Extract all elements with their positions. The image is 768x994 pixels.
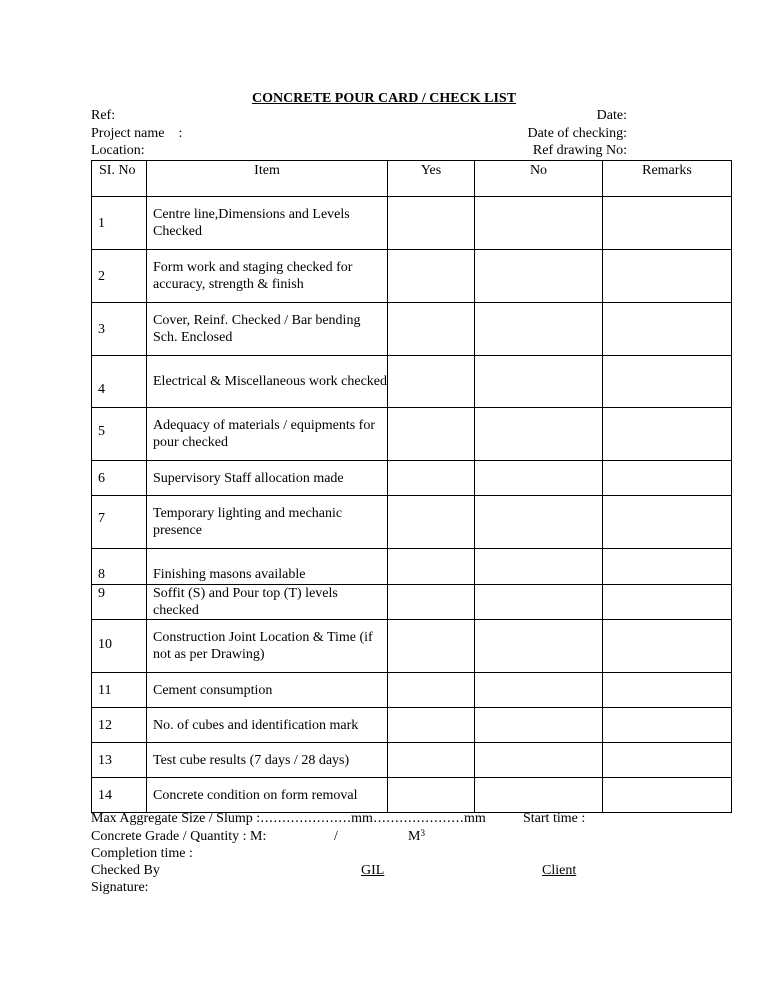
mm-unit-1: mm	[351, 811, 373, 826]
row-item: Supervisory Staff allocation made	[147, 461, 388, 496]
remarks-cell[interactable]	[603, 197, 732, 250]
remarks-cell[interactable]	[603, 356, 732, 408]
start-time-label: Start time :	[523, 811, 586, 826]
table-row	[92, 250, 732, 303]
no-cell[interactable]	[475, 250, 603, 303]
no-cell[interactable]	[475, 585, 603, 620]
yes-cell[interactable]	[388, 708, 475, 743]
column-header-remarks: Remarks	[603, 161, 732, 197]
table-header-row	[92, 161, 732, 197]
yes-cell[interactable]	[388, 408, 475, 461]
row-number: 5	[92, 408, 147, 461]
no-cell[interactable]	[475, 461, 603, 496]
row-item: Temporary lighting and mechanic presence	[147, 496, 388, 549]
dots-field-2[interactable]: …………………	[372, 811, 464, 826]
table-row	[92, 620, 732, 673]
max-aggregate-label: Max Aggregate Size / Slump :	[91, 811, 261, 826]
max-aggregate-line	[91, 810, 486, 827]
no-cell[interactable]	[475, 197, 603, 250]
table-row	[92, 778, 732, 813]
row-number: 10	[92, 620, 147, 673]
remarks-cell[interactable]	[603, 620, 732, 673]
row-item: Adequacy of materials / equipments for pour checked	[147, 408, 388, 461]
cubic-metre-unit	[408, 828, 425, 845]
remarks-cell[interactable]	[603, 673, 732, 708]
client-label: Client	[542, 863, 577, 878]
row-number: 9	[92, 585, 147, 620]
remarks-cell[interactable]	[603, 708, 732, 743]
project-name-label: Project name :	[91, 126, 183, 141]
checklist-table	[91, 160, 732, 813]
row-number	[92, 549, 147, 585]
remarks-cell[interactable]	[603, 461, 732, 496]
quantity-slash: /	[334, 829, 338, 844]
yes-cell[interactable]	[388, 673, 475, 708]
row-item: Form work and staging checked for accuracy, strength & finish	[147, 250, 388, 303]
table-row	[92, 408, 732, 461]
remarks-cell[interactable]	[603, 496, 732, 549]
yes-cell[interactable]	[388, 585, 475, 620]
remarks-cell[interactable]	[603, 250, 732, 303]
table-row	[92, 673, 732, 708]
m3-superscript: 3	[420, 828, 425, 838]
column-header-sl-no: SI. No	[92, 161, 147, 197]
row-item: Centre line,Dimensions and Levels Checked	[147, 197, 388, 250]
table-row	[92, 356, 732, 408]
row-item: Cover, Reinf. Checked / Bar bending Sch. Enclosed	[147, 303, 388, 356]
table-row	[92, 496, 732, 549]
remarks-cell[interactable]	[603, 778, 732, 813]
row-number: 12	[92, 708, 147, 743]
location-label: Location:	[91, 143, 145, 158]
no-cell[interactable]	[475, 743, 603, 778]
no-cell[interactable]	[475, 356, 603, 408]
column-header-no: No	[475, 161, 603, 197]
column-header-item: Item	[147, 161, 388, 197]
no-cell[interactable]	[475, 708, 603, 743]
page-title: CONCRETE POUR CARD / CHECK LIST	[251, 91, 517, 106]
yes-cell[interactable]	[388, 620, 475, 673]
dots-field-1[interactable]: …………………	[260, 811, 352, 826]
column-header-yes: Yes	[388, 161, 475, 197]
date-of-checking-label: Date of checking:	[527, 126, 627, 141]
no-cell[interactable]	[475, 620, 603, 673]
row-item: Concrete condition on form removal	[147, 778, 388, 813]
table-row	[92, 708, 732, 743]
m3-base: M	[408, 829, 421, 844]
completion-time-label: Completion time :	[91, 846, 193, 861]
signature-label: Signature:	[91, 880, 149, 895]
mm-unit-2: mm	[463, 811, 486, 826]
no-cell[interactable]	[475, 303, 603, 356]
table-row	[92, 197, 732, 250]
table-row	[92, 549, 732, 585]
ref-drawing-no-label: Ref drawing No:	[532, 143, 627, 158]
yes-cell[interactable]	[388, 303, 475, 356]
row-item: Test cube results (7 days / 28 days)	[147, 743, 388, 778]
yes-cell[interactable]	[388, 549, 475, 585]
no-cell[interactable]	[475, 673, 603, 708]
remarks-cell[interactable]	[603, 303, 732, 356]
row-number: 1	[92, 197, 147, 250]
yes-cell[interactable]	[388, 356, 475, 408]
no-cell[interactable]	[475, 549, 603, 585]
row-item: Cement consumption	[147, 673, 388, 708]
row-item: Electrical & Miscellaneous work checked	[147, 356, 388, 408]
no-cell[interactable]	[475, 408, 603, 461]
row-item-8: Finishing masons available	[153, 567, 306, 582]
row-number: 11	[92, 673, 147, 708]
row-number: 4	[92, 356, 147, 408]
row-item	[147, 549, 388, 585]
remarks-cell[interactable]	[603, 743, 732, 778]
row-number: 14	[92, 778, 147, 813]
remarks-cell[interactable]	[603, 408, 732, 461]
gil-label: GIL	[361, 863, 385, 878]
row-number: 2	[92, 250, 147, 303]
ref-label: Ref:	[91, 108, 116, 123]
table-row	[92, 585, 732, 620]
row-number-8: 8	[98, 567, 105, 582]
row-number: 3	[92, 303, 147, 356]
yes-cell[interactable]	[388, 250, 475, 303]
row-item: Construction Joint Location & Time (if not as per Drawing)	[147, 620, 388, 673]
table-row	[92, 743, 732, 778]
yes-cell[interactable]	[388, 461, 475, 496]
no-cell[interactable]	[475, 778, 603, 813]
remarks-cell[interactable]	[603, 549, 732, 585]
date-label: Date:	[596, 108, 627, 123]
no-cell[interactable]	[475, 496, 603, 549]
yes-cell[interactable]	[388, 496, 475, 549]
remarks-cell[interactable]	[603, 585, 732, 620]
table-row	[92, 461, 732, 496]
row-item: No. of cubes and identification mark	[147, 708, 388, 743]
row-number: 7	[92, 496, 147, 549]
concrete-grade-label: Concrete Grade / Quantity : M:	[91, 829, 267, 844]
yes-cell[interactable]	[388, 778, 475, 813]
table-row	[92, 303, 732, 356]
yes-cell[interactable]	[388, 197, 475, 250]
checked-by-label: Checked By	[91, 863, 160, 878]
row-item: Soffit (S) and Pour top (T) levels checked	[147, 585, 388, 620]
yes-cell[interactable]	[388, 743, 475, 778]
row-number: 13	[92, 743, 147, 778]
row-number: 6	[92, 461, 147, 496]
